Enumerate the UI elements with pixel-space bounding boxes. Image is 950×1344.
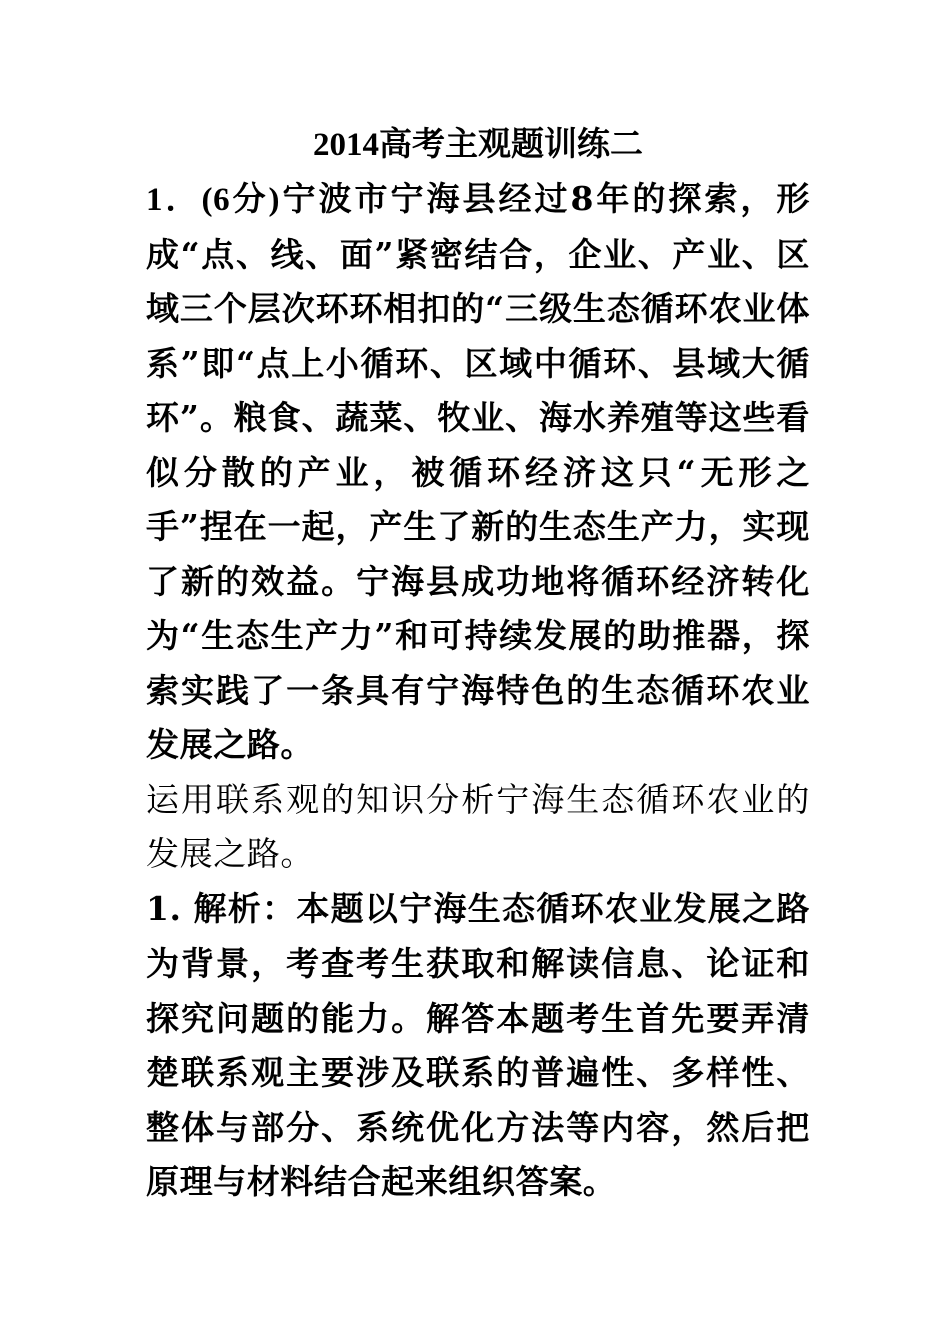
answer-analysis: [146, 882, 810, 1210]
question-material-text: 宁波市宁海县经过8年的探索，形成“点、线、面”紧密结合，企业、产业、区域三个层次环环相扣的“三级生态循环农业体系”即“点上小循环、区域中循环、县域大循环”。粮食、蔬菜、牧业、海水养殖等这些看似分散的产业，被循环经济这只“无形之手”捏在一起，产生了新的生态生产力，实现了新的效益。宁海县成功地将循环经济转化为“生态生产力”和可持续发展的助推器，探索实践了一条具有宁海特色的生态循环农业发展之路。: [146, 179, 810, 764]
analysis-text: 本题以宁海生态循环农业发展之路为背景，考查考生获取和解读信息、论证和探究问题的能力。解答本题考生首先要弄清楚联系观主要涉及联系的普遍性、多样性、整体与部分、系统优化方法等内容，然后把原理与材料结合起来组织答案。: [146, 888, 810, 1201]
answer-number: 1.: [146, 888, 182, 928]
analysis-label: 解析：: [193, 891, 297, 928]
question-number: 1．(6分): [146, 182, 281, 218]
question-material: [146, 172, 810, 773]
document-page: [146, 118, 810, 1210]
document-title: 2014高考主观题训练二: [313, 127, 643, 163]
question-prompt: 运用联系观的知识分析宁海生态循环农业的发展之路。: [146, 779, 810, 873]
